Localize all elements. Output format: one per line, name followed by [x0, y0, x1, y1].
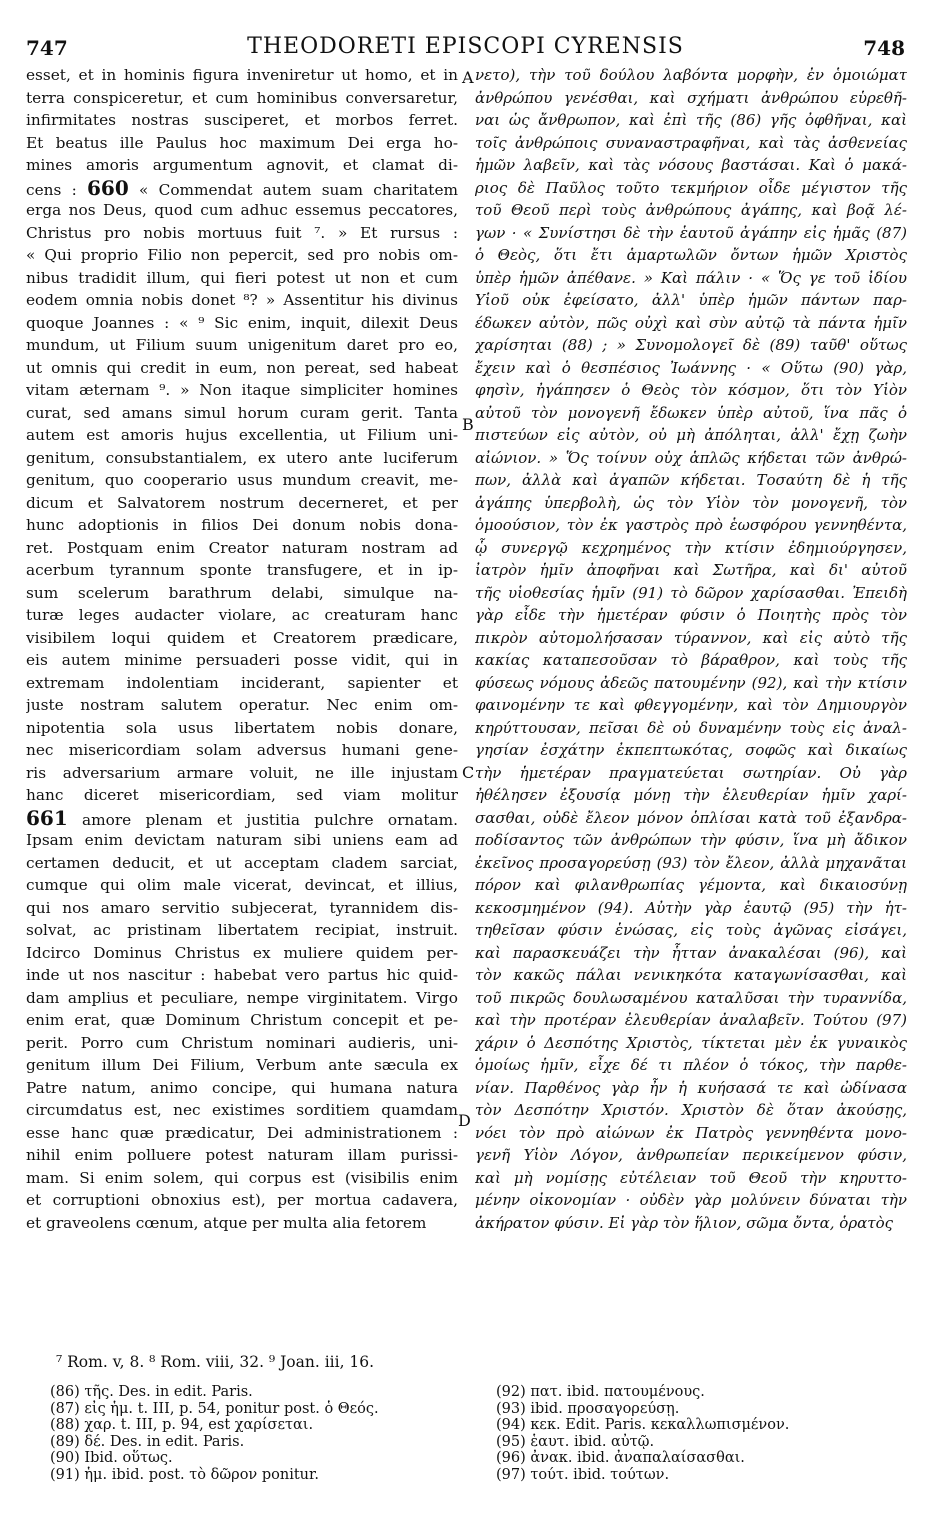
textual-note: (86) τῆς. Des. in edit. Paris.: [50, 1384, 253, 1400]
greek-text-line: τῆς υἱοθεσίας ἡμῖν (91) τὸ δῶρον χαρίσασθαι. Ἐπειδὴ: [475, 583, 907, 602]
greek-text-line: χαρίσηται (88) ; » Συνομολογεῖ δὲ (89) ταῦθ' οὕτως: [475, 336, 907, 354]
latin-text-line: ret. Postquam enim Creator naturam nostram ad: [26, 538, 458, 557]
latin-text-line: dicum et Salvatorem nostrum decerneret, et per: [26, 493, 458, 512]
latin-text-line: sum scelerum barathrum delabi, simulque na-: [26, 583, 458, 602]
greek-text-line: τὴν ἡμετέραν πραγματεύεται σωτηρίαν. Οὐ γὰρ: [475, 763, 907, 782]
greek-text-line: αὐτοῦ τὸν μονογενῆ ἔδωκεν ὑπὲρ αὐτοῦ, ἵνα πᾶς ὁ: [475, 403, 907, 422]
textual-note: (87) εἰς ἡμ. t. III, p. 54, ponitur post. ὁ Θεός.: [50, 1400, 379, 1417]
greek-text-line: φύσεως νόμους ἀδεῶς πατουμένην (92), καὶ τὴν κτίσιν: [475, 673, 907, 692]
latin-text-line: esse hanc quæ prædicatur, Dei administrationem :: [26, 1123, 458, 1142]
latin-text-line: terra conspiceretur, et cum hominibus conversaretur,: [26, 88, 458, 107]
latin-text-line: mines amoris argumentum agnovit, et clamat di-: [26, 156, 458, 174]
latin-text-line: autem est amoris hujus excellentia, ut Filium uni-: [26, 426, 458, 444]
latin-text-line: perit. Porro cum Christum nominari audieris, uni-: [26, 1033, 458, 1052]
column-marker: 660: [87, 176, 129, 199]
latin-text-line: infirmitates nostras susciperet, et morbos ferret.: [26, 111, 458, 129]
greek-text-line: ὁ Θεὸς, ὅτι ἔτι ἁμαρτωλῶν ὄντων ἡμῶν Χριστὸς: [475, 246, 907, 264]
latin-text-line: enim erat, quæ Dominum Christum concepit et pe-: [26, 1011, 458, 1029]
greek-text-line: ἀγάπης ὑπερβολὴ, ὡς τὸν Υἱὸν τὸν μονογενῆ, τὸν: [475, 493, 907, 512]
greek-text-line: ὑπὲρ ἡμῶν ἀπέθανε. » Καὶ πάλιν · « Ὅς γε τοῦ ἰδίου: [475, 268, 907, 287]
greek-text-line: κηρύττουσαν, πεῖσαι δὲ οὐ δυναμένην τοὺς εἰς ἀναλ-: [475, 718, 907, 737]
greek-text-line: ριος δὲ Παῦλος τοῦτο τεκμήριον οἶδε μέγιστον τῆς: [475, 178, 907, 197]
latin-text-line: nipotentia sola usus libertatem nobis donare,: [26, 718, 458, 737]
greek-text-line: πόρον καὶ φιλανθρωπίας γέμοντα, καὶ δικαιοσύνῃ: [475, 876, 907, 894]
greek-text-line: τοῦ πικρῶς δουλωσαμένου καταλῦσαι τὴν τυραννίδα,: [475, 988, 907, 1007]
latin-text-line: solvat, ac pristinam libertatem recipiat, instruit.: [26, 921, 458, 939]
greek-text-line: φησὶν, ἠγάπησεν ὁ Θεὸς τὸν κόσμον, ὅτι τὸν Υἱὸν: [475, 381, 907, 399]
latin-text-line: acerbum tyrannum sponte transfugere, et in ip-: [26, 561, 458, 579]
latin-text-line: ris adversarium armare voluit, ne ille injustam: [26, 763, 458, 782]
greek-text-line: ὁμοούσιον, τὸν ἐκ γαστρὸς πρὸ ἑωσφόρου γεννηθέντα,: [475, 516, 907, 534]
latin-text-line: eodem omnia nobis donet ⁸? » Assentitur his divinus: [26, 291, 458, 309]
greek-text-line: ᾧ συνεργῷ κεχρημένος τὴν κτίσιν ἐδημιούργησεν,: [475, 538, 907, 557]
greek-text-line: κακίας καταπεσοῦσαν τὸ βάραθρον, καὶ τοὺς τῆς: [475, 651, 907, 669]
greek-text-line: καὶ μὴ νομίσῃς εὐτέλειαν τοῦ Θεοῦ τὴν κηρυττο-: [475, 1168, 907, 1187]
greek-text-line: νετο), τὴν τοῦ δούλου λαβόντα μορφὴν, ἐν ὁμοιώματ: [475, 66, 907, 84]
latin-text-line: hunc adoptionis in filios Dei donum nobis dona-: [26, 516, 458, 534]
latin-text-line: cens : 660 « Commendat autem suam charitatem: [26, 176, 458, 199]
margin-letter-b: B: [462, 415, 474, 434]
greek-text-line: καὶ τὴν προτέραν ἐλευθερίαν ἀναλαβεῖν. Τούτου (97): [475, 1011, 907, 1029]
latin-text-line: genitum illum Dei Filium, Verbum ante sæcula ex: [26, 1056, 458, 1074]
greek-text-line: ἡμῶν λαβεῖν, καὶ τὰς νόσους βαστάσαι. Καὶ ὁ μακά-: [475, 156, 907, 174]
latin-text-line: dam amplius et peculiare, nempe virginitatem. Virgo: [26, 988, 458, 1007]
textual-note: (97) τούτ. ibid. τούτων.: [496, 1466, 670, 1483]
textual-note: (90) Ibid. οὕτως.: [50, 1450, 173, 1466]
column-marker: 661: [26, 806, 68, 829]
latin-text-line: quoque Joannes : « ⁹ Sic enim, inquit, dilexit Deus: [26, 313, 458, 332]
greek-text-line: αἰώνιον. » Ὅς τοίνυν οὐχ ἁπλῶς κήδεται τῶν ἀνθρώ-: [475, 448, 907, 467]
latin-text-line: Patre natum, animo concipe, qui humana natura: [26, 1078, 458, 1097]
latin-text-line: esset, et in hominis figura inveniretur ut homo, et in: [26, 66, 458, 84]
latin-text-line: eis autem minime persuaderi posse vidit, qui in: [26, 651, 458, 669]
greek-text-line: κεκοσμημένον (94). Αὐτὴν γὰρ ἑαυτῷ (95) τὴν ἡτ-: [475, 898, 907, 917]
latin-text-line: cumque qui olim male vicerat, devincat, et illius,: [26, 876, 458, 894]
textual-note: (96) ἀνακ. ibid. ἀναπαλαίσασθαι.: [496, 1450, 745, 1466]
latin-text-line: Idcirco Dominus Christus ex muliere quidem per-: [26, 943, 458, 962]
greek-text-line: φαινομένην τε καὶ φθεγγομένην, καὶ τὸν Δημιουργὸν: [475, 696, 907, 714]
greek-text-line: γενῆ Υἱὸν Λόγον, ἀνθρωπείαν περικείμενον φύσιν,: [475, 1146, 907, 1164]
textual-note: (94) κεκ. Edit. Paris. κεκαλλωπισμένον.: [496, 1417, 790, 1433]
greek-text-line: γησίαν ἐσχάτην ἐκπεπτωκότας, σοφῶς καὶ δικαίως: [475, 741, 907, 759]
greek-text-line: ποδίσαντος τῶν ἀνθρώπων τὴν φύσιν, ἵνα μὴ ἄδικον: [475, 831, 907, 849]
latin-text-line: nihil enim polluere potest naturam illam purissi-: [26, 1146, 458, 1164]
greek-text-line: Υἱοῦ οὐκ ἐφείσατο, ἀλλ' ὑπὲρ ἡμῶν πάντων παρ-: [475, 291, 907, 309]
latin-text-line: extremam indolentiam inciderant, sapienter et: [26, 673, 458, 692]
latin-text-line: vitam æternam ⁹. » Non itaque simpliciter homines: [26, 381, 458, 399]
greek-text-line: ἰατρὸν ἡμῖν ἀποφῆναι καὶ Σωτῆρα, καὶ δι' αὐτοῦ: [475, 561, 907, 579]
greek-text-line: ναι ὡς ἄνθρωπον, καὶ ἐπὶ τῆς (86) γῆς ὀφθῆναι, καὶ: [475, 111, 907, 129]
latin-text-line: nec misericordiam solam adversus humani gene-: [26, 741, 458, 759]
latin-text-line: et graveolens cœnum, atque per multa alia fetorem: [26, 1213, 427, 1232]
margin-letter-d: D: [458, 1111, 471, 1130]
latin-text-line: ut omnis qui credit in eum, non pereat, sed habeat: [26, 358, 458, 377]
latin-text-line: 661 amore plenam et justitia pulchre ornatam.: [26, 806, 458, 829]
latin-text-line: curat, sed amans simul horum curam gerit. Tanta: [26, 403, 458, 422]
latin-text-line: nibus tradidit illum, qui fieri potest ut non et cum: [26, 268, 458, 287]
latin-text-line: Et beatus ille Paulus hoc maximum Dei erga ho-: [26, 133, 458, 152]
latin-text-line: mam. Si enim solem, qui corpus est (visibilis enim: [26, 1168, 458, 1187]
latin-column: [26, 64, 458, 1234]
textual-notes-right: [496, 1384, 916, 1483]
scripture-references: ⁷ Rom. v, 8. ⁸ Rom. viii, 32. ⁹ Joan. iii, 16.: [56, 1353, 375, 1371]
page-number-left: 747: [26, 36, 68, 60]
greek-text-line: γων · « Συνίστησι δὲ τὴν ἑαυτοῦ ἀγάπην εἰς ἡμᾶς (87): [475, 223, 907, 242]
latin-text-line: et corruptioni obnoxius est), per mortua cadavera,: [26, 1191, 458, 1209]
latin-text-line: inde ut nos nascitur : habebat vero partus hic quid-: [26, 966, 458, 984]
latin-text-line: certamen deducit, et ut acceptam cladem sarciat,: [26, 853, 458, 872]
greek-text-line: πικρὸν αὐτομολήσασαν τύραννον, καὶ εἰς αὐτὸ τῆς: [475, 628, 907, 647]
latin-text-line: visibilem loqui quidem et Creatorem prædicare,: [26, 628, 458, 647]
margin-letter-a: A: [462, 68, 474, 87]
running-title: THEODORETI EPISCOPI CYRENSIS: [247, 34, 684, 59]
greek-text-line: σασθαι, οὐδὲ ἔλεον μόνον ὁπλίσαι κατὰ τοῦ ἐξανδρα-: [475, 808, 907, 827]
latin-text-line: genitum, consubstantialem, ex utero ante luciferum: [26, 448, 458, 467]
greek-text-line: τὸν Δεσπότην Χριστόν. Χριστὸν δὲ ὅταν ἀκούσῃς,: [475, 1101, 907, 1119]
greek-text-line: μένην οἰκονομίαν · οὐδὲν γὰρ μολύνειν δύναται τὴν: [475, 1191, 907, 1209]
greek-text-line: τοῖς ἀνθρώποις συναναστραφῆναι, καὶ τὰς ἀσθενείας: [475, 133, 907, 152]
textual-note: (95) ἑαυτ. ibid. αὐτῷ.: [496, 1433, 655, 1450]
greek-text-line: ἐκεῖνος προσαγορεύσῃ (93) τὸν ἔλεον, ἀλλὰ μηχανᾶται: [475, 853, 907, 872]
greek-text-line: ἀνθρώπου γενέσθαι, καὶ σχήματι ἀνθρώπου εὑρεθῆ-: [475, 88, 907, 107]
greek-text-line: πων, ἀλλὰ καὶ ἀγαπῶν κήδεται. Τοσαύτη δὲ ἡ τῆς: [475, 471, 907, 489]
latin-text-line: « Qui proprio Filio non pepercit, sed pro nobis om-: [26, 246, 458, 264]
textual-note: (92) πατ. ibid. πατουμένους.: [496, 1384, 705, 1400]
greek-text-line: τὸν κακῶς πάλαι νενικηκότα καταγωνίσασθαι, καὶ: [475, 966, 907, 984]
greek-text-line: καὶ παρασκευάζει τὴν ἧτταν ἀνακαλέσαι (96), καὶ: [475, 943, 907, 962]
greek-text-line: έδωκεν αὐτὸν, πῶς οὐχὶ καὶ σὺν αὐτῷ τὰ πάντα ἡμῖν: [475, 313, 907, 332]
greek-text-line: χάριν ὁ Δεσπότης Χριστὸς, τίκτεται μὲν ἐκ γυναικὸς: [475, 1033, 907, 1052]
textual-note: (88) χαρ. t. III, p. 94, est χαρίσεται.: [50, 1417, 314, 1433]
greek-text-line: ὁμοίως ἡμῖν, εἶχε δέ τι πλέον ὁ τόκος, τὴν παρθε-: [475, 1056, 907, 1074]
textual-note: (89) δέ. Des. in edit. Paris.: [50, 1433, 245, 1450]
latin-text-line: circumdatus est, nec existimes sorditiem quamdam: [26, 1101, 458, 1119]
latin-text-line: genitum, quo cooperario usus mundum creavit, me-: [26, 471, 458, 489]
greek-text-line: ἔχειν καὶ ὁ θεσπέσιος Ἰωάννης · « Οὕτω (90) γὰρ,: [475, 358, 907, 377]
margin-letter-c: C: [462, 763, 475, 782]
page-header: [26, 28, 905, 60]
greek-text-line: τοῦ Θεοῦ περὶ τοὺς ἀνθρώπους ἀγάπης, καὶ βοᾷ λέ-: [475, 201, 907, 219]
textual-notes-left: [50, 1384, 470, 1483]
latin-text-line: juste nostram salutem operatur. Nec enim om-: [26, 696, 458, 714]
page-number-right: 748: [863, 36, 905, 60]
greek-text-line: ἀκήρατον φύσιν. Εἰ γὰρ τὸν ἥλιον, σῶμα ὄντα, ὁρατὸς: [475, 1213, 894, 1232]
greek-text-line: νόει τὸν πρὸ αἰώνων ἐκ Πατρὸς γεννηθέντα μονο-: [475, 1123, 907, 1142]
latin-text-line: Christus pro nobis mortuus fuit ⁷. » Et rursus :: [26, 223, 458, 242]
latin-text-line: qui nos amaro servitio subjecerat, tyrannidem dis-: [26, 898, 458, 917]
greek-column: [475, 64, 907, 1234]
greek-text-line: τηθεῖσαν φύσιν ἑνώσας, εἰς τοὺς ἀγῶνας εἰσάγει,: [475, 921, 907, 939]
latin-text-line: Ipsam enim devictam naturam sibi uniens eam ad: [26, 831, 458, 849]
greek-text-line: νίαν. Παρθένος γὰρ ἦν ἡ κυήσασά τε καὶ ὠδίνασα: [475, 1078, 907, 1097]
latin-text-line: erga nos Deus, quod cum adhuc essemus peccatores,: [26, 201, 458, 219]
latin-text-line: hanc diceret misericordiam, sed viam molitur: [26, 786, 458, 804]
latin-text-line: mundum, ut Filium suum unigenitum daret pro eo,: [26, 336, 458, 354]
textual-note: (93) ibid. προσαγορεύσῃ.: [496, 1400, 680, 1417]
latin-text-line: turæ leges audacter violare, ac creaturam hanc: [26, 606, 458, 624]
textual-note: (91) ἡμ. ibid. post. τὸ δῶρον ponitur.: [50, 1466, 319, 1483]
greek-text-line: ἠθέλησεν ἐξουσίᾳ μόνῃ τὴν ἐλευθερίαν ἡμῖν χαρί-: [475, 786, 907, 804]
greek-text-line: γὰρ εἶδε τὴν ἡμετέραν φύσιν ὁ Ποιητὴς πρὸς τὸν: [475, 606, 907, 624]
greek-text-line: πιστεύων εἰς αὐτὸν, οὐ μὴ ἀπόληται, ἀλλ' ἔχῃ ζωὴν: [475, 426, 907, 444]
